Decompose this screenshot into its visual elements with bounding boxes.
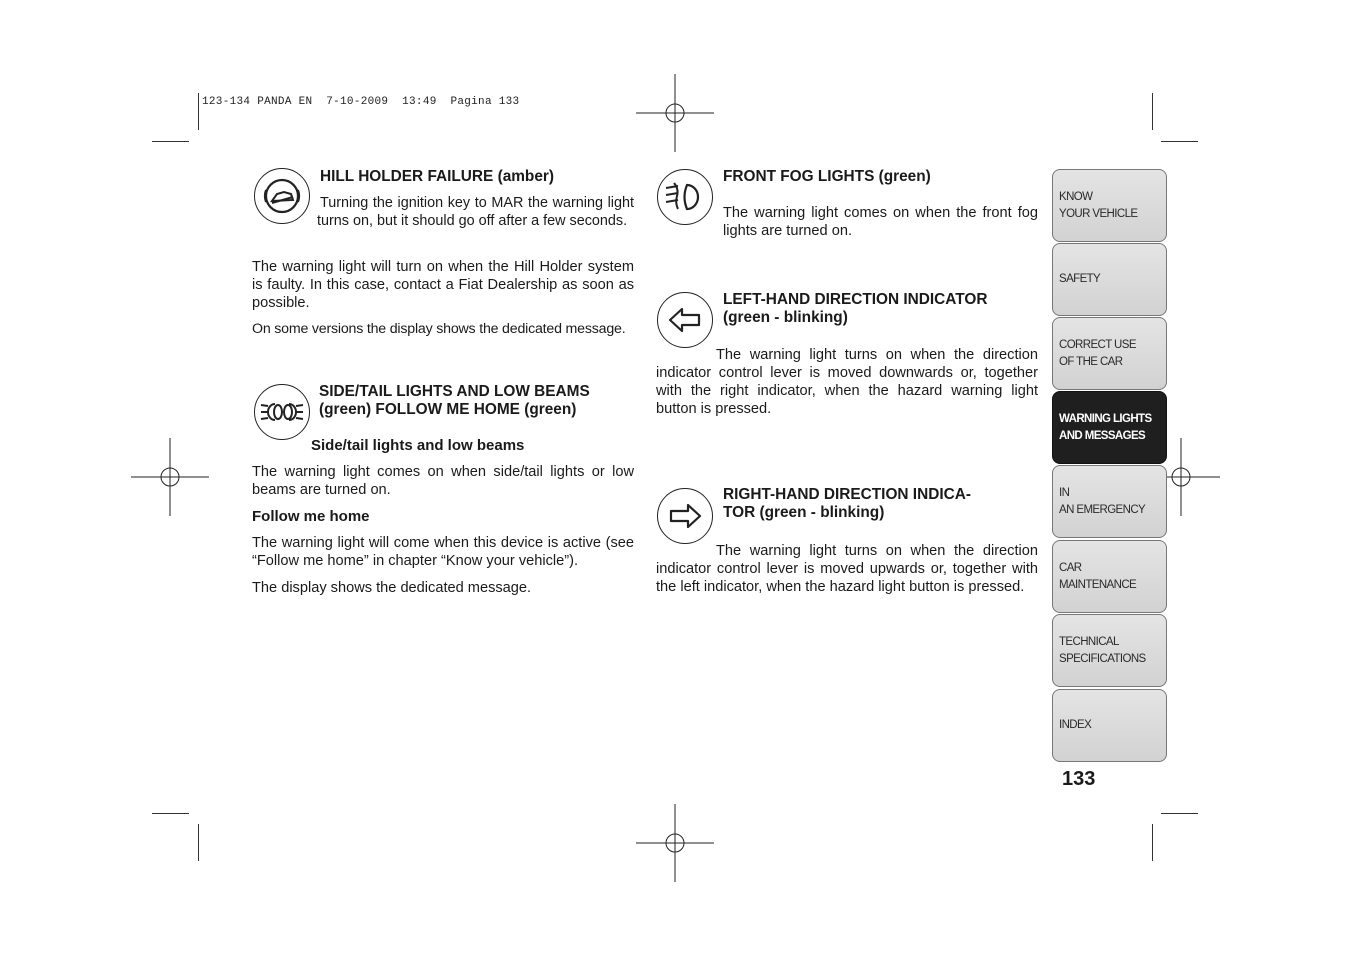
- section-title: FRONT FOG LIGHTS (green): [723, 168, 931, 185]
- tab-label-line2: SPECIFICATIONS: [1059, 652, 1146, 665]
- tab-in-an-emergency[interactable]: [1052, 465, 1167, 538]
- tab-label-line1: WARNING LIGHTS: [1059, 412, 1152, 425]
- right-arrow-icon: [657, 488, 713, 544]
- tab-label-line1: CAR: [1059, 561, 1082, 574]
- tab-index[interactable]: [1052, 689, 1167, 762]
- registration-mark: [636, 804, 714, 882]
- crop-mark: [152, 813, 189, 814]
- section-title-line1: RIGHT-HAND DIRECTION INDICA-: [723, 486, 971, 503]
- crop-mark: [1161, 141, 1198, 142]
- tab-label-line2: AN EMERGENCY: [1059, 503, 1146, 516]
- tab-correct-use[interactable]: [1052, 317, 1167, 390]
- right-indicator-section: [723, 486, 1038, 522]
- tab-label-line1: IN: [1059, 486, 1070, 499]
- paragraph: The warning light comes on when side/tail lights or low beams are turned on.: [252, 464, 634, 498]
- side-tail-section: [252, 383, 634, 597]
- tab-label-line2: MAINTENANCE: [1059, 578, 1137, 591]
- hill-holder-paragraph: The warning light will turn on when the Hill Holder system is faulty. In this case, contact a Fiat Dealership as soon as possible.: [252, 259, 634, 311]
- paragraph: The warning light comes on when the front fog lights are turned on.: [723, 205, 1038, 239]
- tab-car-maintenance[interactable]: [1052, 540, 1167, 613]
- fog-lights-section: [723, 168, 1038, 240]
- tab-label-line2: OF THE CAR: [1059, 355, 1123, 368]
- tab-label-line2: YOUR VEHICLE: [1059, 207, 1138, 220]
- crop-mark: [198, 93, 199, 130]
- subheading: Side/tail lights and low beams: [311, 437, 525, 454]
- tab-label-line1: TECHNICAL: [1059, 635, 1119, 648]
- section-title-line1: SIDE/TAIL LIGHTS AND LOW BEAMS: [319, 383, 590, 400]
- crop-mark: [1152, 824, 1153, 861]
- tab-label-line1: CORRECT USE: [1059, 338, 1136, 351]
- tab-label-line1: SAFETY: [1059, 273, 1101, 285]
- paragraph: The display shows the dedicated message.: [252, 580, 532, 596]
- tab-label-line1: INDEX: [1059, 719, 1092, 731]
- left-indicator-section: [723, 291, 1038, 327]
- section-title-line2: (green - blinking): [723, 309, 848, 326]
- right-indicator-paragraph: The warning light turns on when the direction indicator control lever is moved upwards or, together with the left indicator, when the hazard light button is pressed.: [656, 543, 1038, 595]
- hill-holder-section: [252, 168, 634, 230]
- section-title-line2: (green) FOLLOW ME HOME (green): [319, 401, 577, 418]
- left-arrow-icon: [657, 292, 713, 348]
- tab-label-line2: AND MESSAGES: [1059, 429, 1146, 442]
- paragraph: The warning light will come when this device is active (see “Follow me home” in chapter “Know your vehicle”).: [252, 535, 634, 569]
- registration-mark: [131, 438, 209, 516]
- print-slug: 123-134 PANDA EN 7-10-2009 13:49 Pagina 133: [202, 96, 520, 108]
- crop-mark: [152, 141, 189, 142]
- left-indicator-paragraph: The warning light turns on when the direction indicator control lever is moved downwards or, together with the right indicator, when the hazard warning light button is pressed.: [656, 347, 1038, 417]
- crop-mark: [1161, 813, 1198, 814]
- crop-mark: [1152, 93, 1153, 130]
- tab-know-your-vehicle[interactable]: [1052, 169, 1167, 242]
- hill-holder-display-note: On some versions the display shows the dedicated message.: [252, 321, 626, 337]
- section-title-line1: LEFT-HAND DIRECTION INDICATOR: [723, 291, 988, 308]
- registration-mark: [636, 74, 714, 152]
- tab-label-line1: KNOW: [1059, 190, 1093, 203]
- section-intro: Turning the ignition key to MAR the warning light turns on, but it should go off after a few seconds.: [317, 195, 634, 229]
- crop-mark: [198, 824, 199, 861]
- tab-warning-lights[interactable]: [1052, 391, 1167, 464]
- tab-technical-specifications[interactable]: [1052, 614, 1167, 687]
- tab-safety[interactable]: [1052, 243, 1167, 316]
- subheading: Follow me home: [252, 508, 370, 525]
- front-fog-lights-icon: [657, 169, 713, 225]
- section-title-line2: TOR (green - blinking): [723, 504, 885, 521]
- section-title: HILL HOLDER FAILURE (amber): [320, 168, 555, 185]
- page-number: 133: [1062, 768, 1096, 790]
